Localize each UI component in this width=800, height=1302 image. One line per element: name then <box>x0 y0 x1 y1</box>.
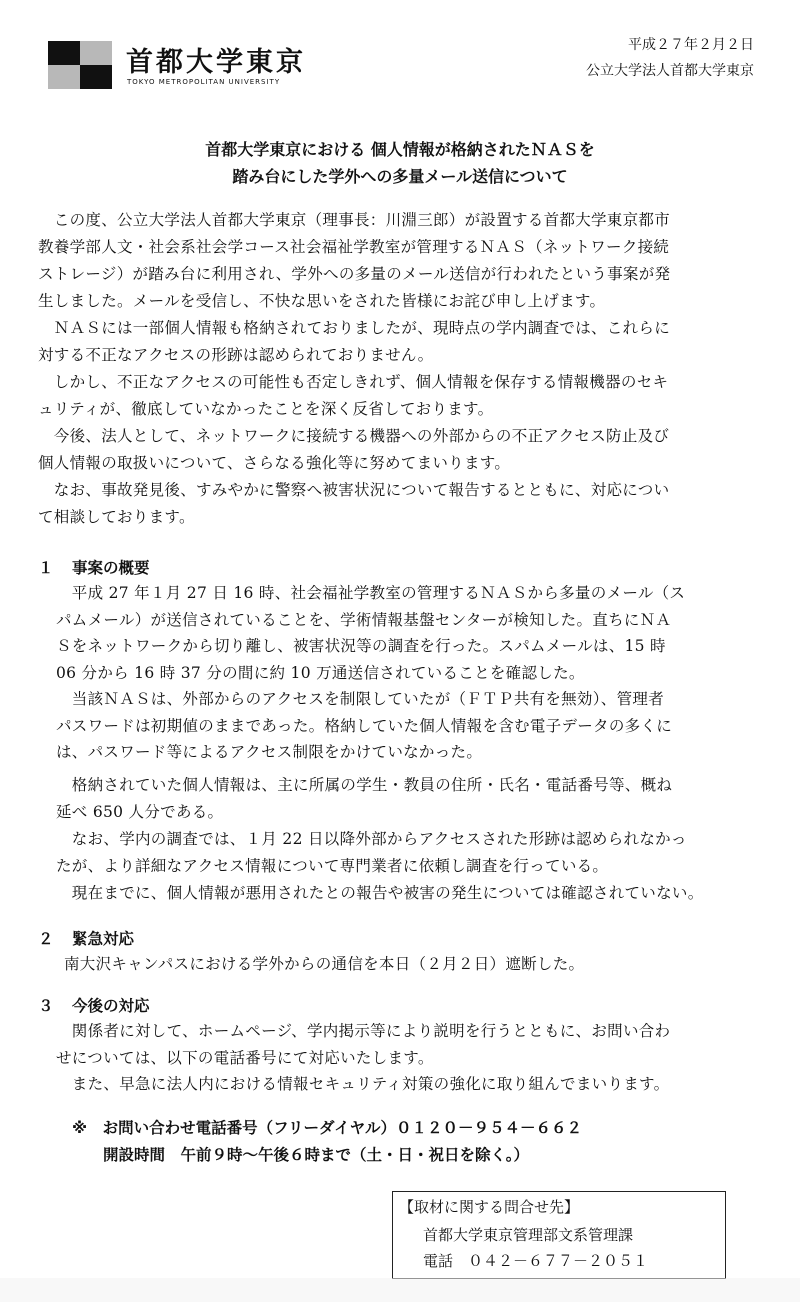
university-name: 首都大学東京 <box>126 47 306 78</box>
text-line: 平成 27 年１月 27 日 16 時、社会福祉学教室の管理するＮＡＳから多量のメール（ス <box>56 584 686 602</box>
text-line: 生しました。メールを受信し、不快な思いをされた皆様にお詫び申し上げます。 <box>38 292 606 310</box>
text-line: せについては、以下の電話番号にて対応いたします。 <box>56 1048 434 1067</box>
text-line: また、早急に法人内における情報セキュリティ対策の強化に取り組んでまいります。 <box>56 1075 670 1093</box>
section-title: 緊急対応 <box>72 930 135 948</box>
section-paragraph <box>56 880 762 907</box>
text-line: 現在までに、個人情報が悪用されたとの報告や被害の発生については確認されていない。 <box>56 884 704 902</box>
text-line: パムメール）が送信されていることを、学術情報基盤センターが検知した。直ちにＮＡ <box>56 610 672 629</box>
section-number: ３ <box>38 997 54 1015</box>
section-heading-overview <box>38 556 150 578</box>
press-box-phone: 電話 ０４２－６７７－２０５１ <box>423 1252 649 1270</box>
section-heading-future-actions <box>38 994 150 1016</box>
section-paragraph <box>56 580 762 686</box>
document-title-line-2: 踏み台にした学外への多量メール送信について <box>232 167 568 186</box>
section-paragraph <box>56 951 762 978</box>
text-line: 南大沢キャンパスにおける学外からの通信を本日（２月２日）遮断した。 <box>64 955 585 973</box>
intro-paragraph <box>38 423 762 477</box>
section-paragraph <box>56 772 762 825</box>
text-line: しかし、不正なアクセスの可能性も否定しきれず、個人情報を保存する情報機器のセキ <box>38 373 669 391</box>
text-line: なお、事故発見後、すみやかに警察へ被害状況について報告するとともに、対応につい <box>38 481 670 499</box>
section-title: 事案の概要 <box>72 559 150 577</box>
text-line: 今後、法人として、ネットワークに接続する機器への外部からの不正アクセス防止及び <box>38 427 670 445</box>
text-line: ストレージ）が踏み台に利用され、学外への多量のメール送信が行われたという事案が発 <box>38 265 671 283</box>
text-line: Ｓをネットワークから切り離し、被害状況等の調査を行った。スパムメールは、15 時 <box>56 637 666 655</box>
text-line: 教養学部人文・社会系社会学コース社会福祉学教室が管理するＮＡＳ（ネットワーク接続 <box>38 238 670 256</box>
text-line: 06 分から 16 時 37 分の間に約 10 万通送信されていることを確認した。 <box>56 663 585 682</box>
text-line: 延べ 650 人分である。 <box>56 802 224 821</box>
text-line: は、パスワード等によるアクセス制限をかけていなかった。 <box>56 743 483 761</box>
section-title: 今後の対応 <box>72 997 150 1015</box>
intro-paragraph <box>38 207 762 315</box>
press-box-department: 首都大学東京管理部文系管理課 <box>423 1226 634 1244</box>
text-line: ＮＡＳには一部個人情報も格納されておりましたが、現時点の学内調査では、これらに <box>38 319 671 337</box>
document-title-line-1: 首都大学東京における 個人情報が格納されたＮＡＳを <box>205 140 595 159</box>
press-inquiry-box <box>392 1191 726 1279</box>
text-line: たが、より詳細なアクセス情報について専門業者に依頼し調査を行っている。 <box>56 856 609 875</box>
text-line: ュリティが、徹底していなかったことを深く反省しております。 <box>38 400 494 418</box>
text-line: 当該ＮＡＳは、外部からのアクセスを制限していたが（ＦＴＰ共有を無効）、管理者 <box>56 690 664 708</box>
issuer-name: 公立大学法人首都大学東京 <box>586 63 754 79</box>
section-paragraph <box>56 826 762 879</box>
text-line: なお、学内の調査では、１月 22 日以降外部からアクセスされた形跡は認められなかっ <box>56 830 687 848</box>
text-line: パスワードは初期値のままであった。格納していた個人情報を含む電子データの多くに <box>56 716 673 735</box>
intro-paragraph <box>38 369 762 423</box>
university-name-en: TOKYO METROPOLITAN UNIVERSITY <box>127 78 281 86</box>
intro-paragraph <box>38 315 762 369</box>
contact-phone-line: ※ お問い合わせ電話番号（フリーダイヤル）０１２０－９５４－６６２ <box>72 1119 582 1137</box>
text-line: 対する不正なアクセスの形跡は認められておりません。 <box>38 346 434 364</box>
university-logo <box>48 41 112 89</box>
contact-hours-line: 開設時間 午前９時～午後６時まで（土・日・祝日を除く。） <box>72 1146 529 1164</box>
text-line: 個人情報の取扱いについて、さらなる強化等に努めてまいります。 <box>38 454 511 472</box>
text-line: 関係者に対して、ホームページ、学内掲示等により説明を行うとともに、お問い合わ <box>56 1022 671 1040</box>
intro-paragraph <box>38 477 762 531</box>
section-paragraph <box>56 1018 762 1071</box>
section-paragraph <box>56 686 762 766</box>
section-number: ２ <box>38 930 54 948</box>
section-number: １ <box>38 559 54 577</box>
text-line: て相談しております。 <box>38 508 195 526</box>
press-box-heading: 【取材に関する問合せ先】 <box>399 1198 580 1216</box>
section-paragraph <box>56 1071 762 1098</box>
document-date: 平成２７年２月２日 <box>628 37 754 53</box>
text-line: 格納されていた個人情報は、主に所属の学生・教員の住所・氏名・電話番号等、概ね <box>56 776 673 794</box>
text-line: この度、公立大学法人首都大学東京（理事長：川淵三郎）が設置する首都大学東京都市 <box>38 211 671 229</box>
section-heading-emergency <box>38 927 134 949</box>
viewer-toolbar-faded <box>0 1278 800 1302</box>
